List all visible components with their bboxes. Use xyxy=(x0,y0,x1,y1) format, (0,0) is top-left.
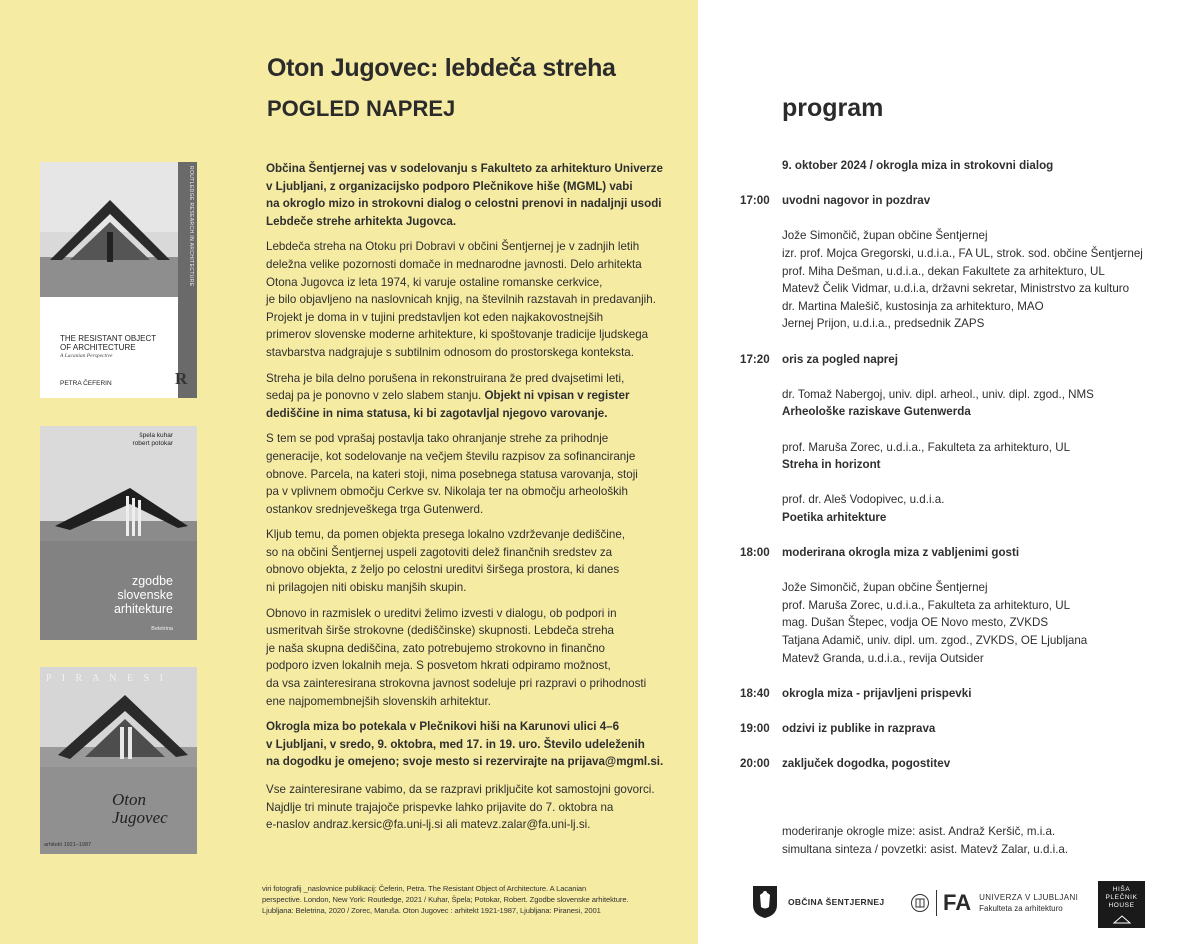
time-label: 17:20 xyxy=(740,352,770,366)
time-label: 17:00 xyxy=(740,194,770,208)
house-mark-icon xyxy=(1112,914,1132,924)
time-label: 20:00 xyxy=(740,757,770,771)
time-label: 18:40 xyxy=(740,686,770,700)
coat-of-arms-icon xyxy=(752,885,778,919)
book-cover-resistant-object xyxy=(40,162,197,398)
program-date: 9. oktober 2024 / okrogla miza in strokovni dialog xyxy=(782,159,1054,172)
book-cover-oton-jugovec xyxy=(40,667,197,854)
session-title: zaključek dogodka, pogostitev xyxy=(782,757,951,771)
schedule-item xyxy=(740,192,1160,210)
speaker: prof. Maruša Zorec, u.d.i.a., Fakulteta za arhitekturo, UL xyxy=(782,440,1071,454)
session-title: oris za pogled naprej xyxy=(782,352,898,366)
condition-paragraph xyxy=(266,370,666,423)
talk-title: Streha in horizont xyxy=(782,458,881,472)
book3-title: Oton Jugovec xyxy=(112,790,168,827)
talk-title: Poetika arhitekture xyxy=(782,510,887,524)
book3-publisher-top: P I R A N E S I xyxy=(46,673,168,684)
condition-highlight: Objekt ni vpisan v register dediščine in nima statusa, ki bi zagotavljal njegovo varovanje. xyxy=(266,389,630,420)
photo-credits: viri fotografij _naslovnice publikacij: Čeferin, Petra. The Resistant Object of Architecture. A Lacanian perspective. London, New York: Routledge, 2021 / Kuhar, Špela; Potokar, Robert. Zgodbe slovenske arhitekture. Ljubljana: Beletrina, 2020 / Zorec, Maruša. Oton Jugovec : arhitekt 1921-1987, Ljubljana: Piranesi, 2001 xyxy=(262,884,629,915)
university-line2: Fakulteta za arhitekturo xyxy=(979,904,1063,913)
session-title: okrogla miza - prijavljeni prispevki xyxy=(782,686,972,700)
description-paragraph: Lebdeča streha na Otoku pri Dobravi v občini Šentjernej je v zadnjih letih deležna velike pozornosti domače in mednarodne javnosti. Delo arhitekta Otona Jugovca iz leta 1974, ki varuje ostaline romanske cerkvice, je bilo objavljeno na naslovnicah knjig, na številnih razstavah in predavanjih. Projekt je doma in v tujini predstavljen kot eden najkakovostnejših primerov slovenske moderne arhitekture, ki spoštovanje tradicije ljudskega stavbarstva nadgrajuje s subtilnim odnosom do prostorskega konteksta. xyxy=(266,240,656,359)
invitation-text xyxy=(266,160,666,842)
obcina-label: OBČINA ŠENTJERNEJ xyxy=(788,897,885,907)
time-label: 18:00 xyxy=(740,546,770,560)
session-title: odzivi iz publike in razprava xyxy=(782,722,936,735)
program-schedule xyxy=(740,157,1160,773)
book1-spine: ROUTLEDGE RESEARCH IN ARCHITECTURE xyxy=(188,166,194,287)
page-subtitle: POGLED NAPREJ xyxy=(267,96,456,121)
university-name xyxy=(979,892,1078,914)
speaker: dr. Tomaž Nabergoj, univ. dipl. arheol., univ. dipl. zgod., NMS xyxy=(782,387,1094,401)
schedule-item xyxy=(740,351,1160,369)
roof-photo-icon xyxy=(40,162,197,398)
schedule-item xyxy=(740,685,1160,703)
schedule-item xyxy=(740,544,1160,562)
talk-title: Arheološke raziskave Gutenwerda xyxy=(782,405,971,419)
program-date-row xyxy=(740,157,1160,175)
book1-subtitle: A Lacanian Perspective xyxy=(60,353,113,359)
hisa-label: HIŠA PLEČNIK HOUSE xyxy=(1105,886,1138,909)
fa-ul-logo xyxy=(910,890,1078,916)
intro-paragraph: Občina Šentjernej vas v sodelovanju s Fakulteto za arhitekturo Univerze v Ljubljani, z organizacijsko podporo Plečnikove hiše (MGML) vabi na okroglo mizo in strokovni dialog o celostni prenovi in nadaljnji usodi Lebdeče strehe arhitekta Jugovca. xyxy=(266,162,663,228)
university-seal-icon xyxy=(910,893,930,913)
book1-title: THE RESISTANT OBJECT OF ARCHITECTURE xyxy=(60,334,157,352)
page-title: Oton Jugovec: lebdeča streha xyxy=(267,54,616,82)
dialog-paragraph: Obnovo in razmislek o ureditvi želimo izvesti v dialogu, ob podpori in usmeritvah širše strokovne (dediščinske) skupnosti. Lebdeča streha je naša skupna dediščina, zato potrebujemo strokovno in finančno podporo izven lokalnih meja. S posvetom hkrati odpiramo možnost, da vsa zainteresirana strokovna javnost sodeluje pri razpravi o prihodnosti ene najpomembnejših slovenskih arhitektur. xyxy=(266,606,647,708)
schedule-item xyxy=(740,720,1160,738)
schedule-item xyxy=(740,755,1160,773)
moderator-line: moderiranje okrogle mize: asist. Andraž Keršič, m.i.a. xyxy=(782,825,1056,838)
book2-title: zgodbe slovenske arhitekture xyxy=(113,574,173,616)
fa-mark: FA xyxy=(936,890,971,916)
issue-paragraph: S tem se pod vprašaj postavlja tako ohranjanje strehe za prihodnje generacije, kot sodelovanje na večjem številu razpisov za sofinanciranje obnove. Parcela, na kateri stoji, nima posebnega statusa varovanja, stoji pa v vplivnem območju Cerkve sv. Nikolaja ter na območju arheoloških ostankov srednjeveškega trga Gutenwerd. xyxy=(266,432,638,516)
hisa-plecnik-logo xyxy=(1098,881,1145,928)
moderation-credits xyxy=(782,823,1068,858)
session-title: moderirana okrogla miza z vabljenimi gosti xyxy=(782,546,1020,560)
speaker: prof. dr. Aleš Vodopivec, u.d.i.a. xyxy=(782,493,945,507)
time-label: 19:00 xyxy=(740,722,770,735)
routledge-logo: R xyxy=(175,369,188,388)
university-line1: UNIVERZA V LJUBLJANI xyxy=(979,893,1079,902)
speakers-list: Jože Simončič, župan občine Šentjernej izr. prof. Mojca Gregorski, u.d.i.a., FA UL, strok. sod. občine Šentjernej prof. Miha Dešman, u.d.i.a., dekan Fakultete za arhitekturo, UL Matevž Čelik Vidmar, u.d.i.a, državni sekretar, Ministrstvo za kulturo dr. Martina Malešič, kustosinja za arhitekturo, MAO Jernej Prijon, u.d.i.a., predsednik ZAPS xyxy=(782,229,1143,331)
condition-text: Streha je bila delno porušena in rekonstruirana že pred dvajsetimi leti, sedaj pa je ponovno v zelo slabem stanju. xyxy=(266,371,625,403)
session-title: uvodni nagovor in pozdrav xyxy=(782,194,931,208)
book3-subtitle: arhitekt 1921–1987 xyxy=(44,842,92,848)
funding-paragraph: Kljub temu, da pomen objekta presega lokalno vzdrževanje dediščine, so na občini Šentjernej uspeli zagotoviti delež finančnih sredstev za obnovo objekta, z željo po celostni ureditvi širšega prostora, ki danes ni prilagojen niti obisku manjših skupin. xyxy=(266,528,625,595)
book-cover-zgodbe xyxy=(40,426,197,640)
synthesis-line: simultana sinteza / povzetki: asist. Matevž Zalar, u.d.i.a. xyxy=(782,842,1069,856)
program-title: program xyxy=(782,94,884,122)
event-details-paragraph: Okrogla miza bo potekala v Plečnikovi hiši na Karunovi ulici 4–6 v Ljubljani, v sredo, 9. oktobra, med 17. in 19. uro. Število udeleženih na dogodku je omejeno; svoje mesto si rezervirajte na prijava@mgml.si. xyxy=(266,720,664,769)
book2-publisher: Beletrina xyxy=(151,626,173,632)
book2-authors: špela kuhar robert potokar xyxy=(132,432,173,447)
contributions-paragraph: Vse zainteresirane vabimo, da se razpravi priključite kot samostojni govorci. Najdlje tri minute trajajoče prispevke lahko prijavite do 7. oktobra na e-naslov andraz.kersic@fa.uni-lj.si ali matevz.zalar@fa.uni-lj.si. xyxy=(266,783,655,832)
panelists-list: Jože Simončič, župan občine Šentjernej prof. Maruša Zorec, u.d.i.a., Fakulteta za arhitekturo, UL mag. Dušan Štepec, vodja OE Novo mesto, ZVKDS Tatjana Adamič, univ. dipl. um. zgod., ZVKDS, OE Ljubljana Matevž Granda, u.d.i.a., revija Outsider xyxy=(782,581,1088,665)
obcina-sentjernej-logo xyxy=(752,885,884,919)
book1-author: PETRA ČEFERIN xyxy=(60,380,112,387)
